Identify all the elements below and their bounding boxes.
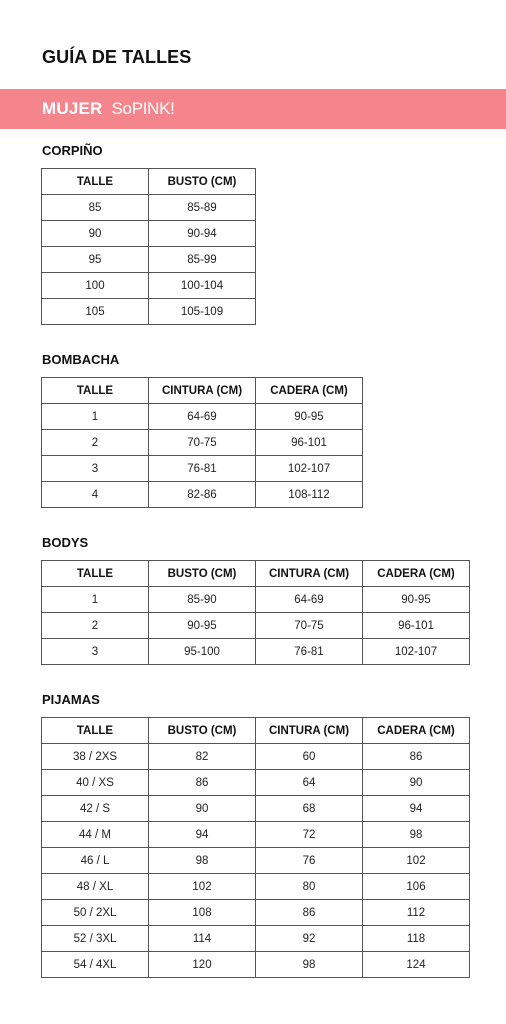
table-row [42, 456, 363, 482]
table-cell: 96-101 [256, 430, 363, 456]
table-cell: 95 [42, 247, 149, 273]
table-cell: 64 [256, 770, 363, 796]
table-cell: 2 [42, 613, 149, 639]
table-cell: 44 / M [42, 822, 149, 848]
table-cell: 90-95 [256, 404, 363, 430]
table-cell: 82 [149, 744, 256, 770]
table-cell: 112 [363, 900, 470, 926]
table-cell: 48 / XL [42, 874, 149, 900]
table-row [42, 299, 256, 325]
table-cell: 85-89 [149, 195, 256, 221]
size-table-corpi-o [41, 168, 256, 325]
table-cell: 102 [149, 874, 256, 900]
table-row [42, 926, 470, 952]
table-cell: 98 [363, 822, 470, 848]
table-cell: 4 [42, 482, 149, 508]
table-cell: 114 [149, 926, 256, 952]
table-cell: 98 [256, 952, 363, 978]
table-cell: 108 [149, 900, 256, 926]
table-row [42, 587, 470, 613]
table-cell: 82-86 [149, 482, 256, 508]
section-title-bodys: BODYS [42, 535, 89, 550]
table-row [42, 273, 256, 299]
table-row [42, 482, 363, 508]
table-row [42, 404, 363, 430]
size-table-pijamas [41, 717, 470, 978]
table-cell: 70-75 [256, 613, 363, 639]
table-row [42, 900, 470, 926]
table-cell: 40 / XS [42, 770, 149, 796]
table-cell: 1 [42, 587, 149, 613]
table-cell: 90 [363, 770, 470, 796]
column-header: BUSTO (CM) [149, 561, 256, 587]
table-cell: 118 [363, 926, 470, 952]
table-cell: 3 [42, 639, 149, 665]
table-cell: 90-95 [149, 613, 256, 639]
table-cell: 76-81 [149, 456, 256, 482]
table-cell: 3 [42, 456, 149, 482]
table-cell: 86 [256, 900, 363, 926]
table-cell: 90-95 [363, 587, 470, 613]
table-cell: 76-81 [256, 639, 363, 665]
table-row [42, 874, 470, 900]
table-cell: 124 [363, 952, 470, 978]
page-title: GUÍA DE TALLES [42, 47, 192, 67]
table-cell: 2 [42, 430, 149, 456]
table-header-row [42, 169, 256, 195]
table-cell: 106 [363, 874, 470, 900]
table-row [42, 195, 256, 221]
column-header: BUSTO (CM) [149, 169, 256, 195]
table-row [42, 221, 256, 247]
table-cell: 60 [256, 744, 363, 770]
column-header: TALLE [42, 378, 149, 404]
table-cell: 46 / L [42, 848, 149, 874]
table-cell: 85 [42, 195, 149, 221]
column-header: CADERA (CM) [363, 561, 470, 587]
column-header: TALLE [42, 561, 149, 587]
table-cell: 72 [256, 822, 363, 848]
table-row [42, 430, 363, 456]
table-cell: 42 / S [42, 796, 149, 822]
table-cell: 50 / 2XL [42, 900, 149, 926]
table-cell: 100 [42, 273, 149, 299]
table-cell: 120 [149, 952, 256, 978]
banner-label: MUJER [42, 99, 103, 118]
table-cell: 102-107 [256, 456, 363, 482]
table-row [42, 770, 470, 796]
column-header: CINTURA (CM) [256, 718, 363, 744]
table-cell: 38 / 2XS [42, 744, 149, 770]
table-cell: 102 [363, 848, 470, 874]
table-cell: 98 [149, 848, 256, 874]
table-row [42, 247, 256, 273]
section-title-corpi-o: CORPIÑO [42, 143, 103, 158]
table-cell: 70-75 [149, 430, 256, 456]
table-header-row [42, 378, 363, 404]
column-header: BUSTO (CM) [149, 718, 256, 744]
table-header-row [42, 561, 470, 587]
table-row [42, 639, 470, 665]
table-cell: 80 [256, 874, 363, 900]
table-cell: 76 [256, 848, 363, 874]
table-cell: 85-99 [149, 247, 256, 273]
table-cell: 90 [42, 221, 149, 247]
column-header: CINTURA (CM) [256, 561, 363, 587]
table-cell: 52 / 3XL [42, 926, 149, 952]
table-cell: 92 [256, 926, 363, 952]
column-header: TALLE [42, 169, 149, 195]
table-cell: 105 [42, 299, 149, 325]
table-cell: 90 [149, 796, 256, 822]
brand-logo: SoPINK! [111, 99, 175, 118]
section-title-pijamas: PIJAMAS [42, 692, 100, 707]
table-cell: 105-109 [149, 299, 256, 325]
table-cell: 94 [149, 822, 256, 848]
size-table-bodys [41, 560, 470, 665]
table-cell: 95-100 [149, 639, 256, 665]
table-header-row [42, 718, 470, 744]
table-row [42, 744, 470, 770]
table-cell: 94 [363, 796, 470, 822]
table-row [42, 613, 470, 639]
table-row [42, 952, 470, 978]
table-row [42, 822, 470, 848]
table-cell: 68 [256, 796, 363, 822]
section-title-bombacha: BOMBACHA [42, 352, 120, 367]
table-cell: 90-94 [149, 221, 256, 247]
table-cell: 96-101 [363, 613, 470, 639]
table-cell: 54 / 4XL [42, 952, 149, 978]
column-header: TALLE [42, 718, 149, 744]
column-header: CINTURA (CM) [149, 378, 256, 404]
size-table-bombacha [41, 377, 363, 508]
table-cell: 1 [42, 404, 149, 430]
table-cell: 86 [363, 744, 470, 770]
table-cell: 64-69 [149, 404, 256, 430]
table-cell: 102-107 [363, 639, 470, 665]
column-header: CADERA (CM) [256, 378, 363, 404]
category-banner [0, 89, 506, 129]
table-row [42, 796, 470, 822]
table-row [42, 848, 470, 874]
column-header: CADERA (CM) [363, 718, 470, 744]
table-cell: 64-69 [256, 587, 363, 613]
table-cell: 85-90 [149, 587, 256, 613]
table-cell: 86 [149, 770, 256, 796]
table-cell: 100-104 [149, 273, 256, 299]
table-cell: 108-112 [256, 482, 363, 508]
